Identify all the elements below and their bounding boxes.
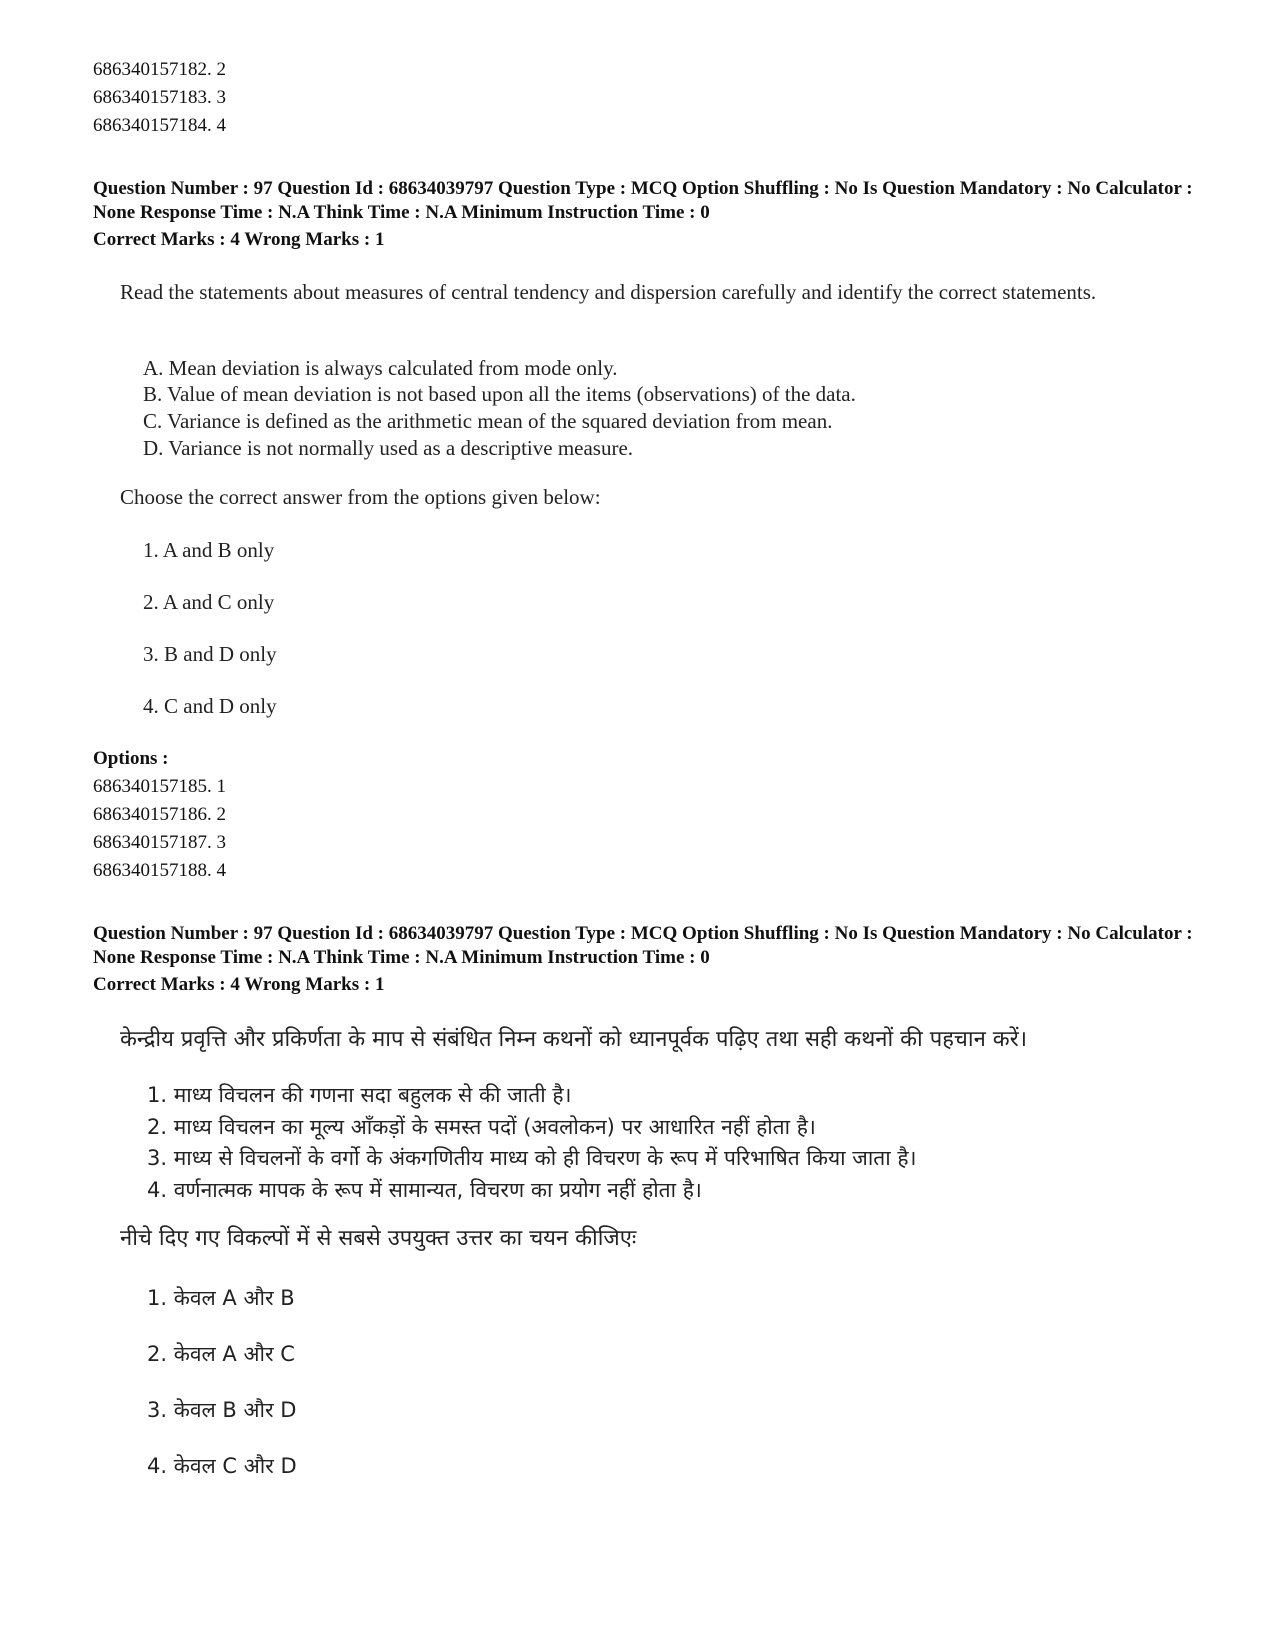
option-line: 686340157184. 4: [93, 115, 226, 136]
options-label: Options :: [93, 748, 169, 769]
answer-choice-hindi: 2. केवल A और C: [147, 1342, 295, 1366]
question-prompt: Read the statements about measures of central tendency and dispersion carefully and identify the correct statements.: [120, 280, 1097, 304]
answer-choice: 4. C and D only: [143, 694, 277, 718]
option-line: 686340157187. 3: [93, 832, 226, 853]
statement-b: B. Value of mean deviation is not based upon all the items (observations) of the data.: [143, 382, 856, 406]
answer-choice: 1. A and B only: [143, 538, 275, 562]
statement-2-hindi: 2. माध्य विचलन का मूल्य आँकड़ों के समस्त पदों (अवलोकन) पर आधारित नहीं होता है।: [147, 1115, 816, 1139]
statement-d: D. Variance is not normally used as a descriptive measure.: [143, 436, 634, 460]
option-line: 686340157182. 2: [93, 59, 226, 80]
choose-instruction-hindi: नीचे दिए गए विकल्पों में से सबसे उपयुक्त उत्तर का चयन कीजिएः: [120, 1226, 637, 1251]
statement-1-hindi: 1. माध्य विचलन की गणना सदा बहुलक से की जाती है।: [147, 1083, 572, 1107]
answer-choice: 2. A and C only: [143, 590, 275, 614]
answer-choice-hindi: 3. केवल B और D: [147, 1398, 297, 1422]
statement-4-hindi: 4. वर्णनात्मक मापक के रूप में सामान्यत, विचरण का प्रयोग नहीं होता है।: [147, 1178, 702, 1202]
option-line: 686340157185. 1: [93, 776, 226, 797]
statement-3-hindi: 3. माध्य से विचलनों के वर्गो के अंकगणितीय माध्य को ही विचरण के रूप में परिभाषित किया जाता है।: [147, 1146, 917, 1170]
option-line: 686340157186. 2: [93, 804, 226, 825]
answer-choice: 3. B and D only: [143, 642, 277, 666]
answer-choice-hindi: 1. केवल A और B: [147, 1286, 295, 1310]
choose-instruction: Choose the correct answer from the options given below:: [120, 485, 601, 509]
statement-a: A. Mean deviation is always calculated from mode only.: [143, 356, 618, 380]
option-line: 686340157183. 3: [93, 87, 226, 108]
statement-c: C. Variance is defined as the arithmetic mean of the squared deviation from mean.: [143, 409, 833, 433]
answer-choice-hindi: 4. केवल C और D: [147, 1454, 297, 1478]
question-meta: Question Number : 97 Question Id : 68634039797 Question Type : MCQ Option Shuffling : No Is Question Mandatory : No Calculator : None Response Time : N.A Think Time : N.A Minimum Instruction Time : 0: [93, 178, 1193, 223]
question-prompt-hindi: केन्द्रीय प्रवृत्ति और प्रकिर्णता के माप से संबंधित निम्न कथनों को ध्यानपूर्वक पढ़िए तथा सही कथनों की पहचान करें।: [120, 1027, 1028, 1052]
option-line: 686340157188. 4: [93, 860, 226, 881]
marks-line: Correct Marks : 4 Wrong Marks : 1: [93, 229, 385, 250]
marks-line: Correct Marks : 4 Wrong Marks : 1: [93, 974, 385, 995]
question-meta: Question Number : 97 Question Id : 68634039797 Question Type : MCQ Option Shuffling : No Is Question Mandatory : No Calculator : None Response Time : N.A Think Time : N.A Minimum Instruction Time : 0: [93, 923, 1193, 968]
